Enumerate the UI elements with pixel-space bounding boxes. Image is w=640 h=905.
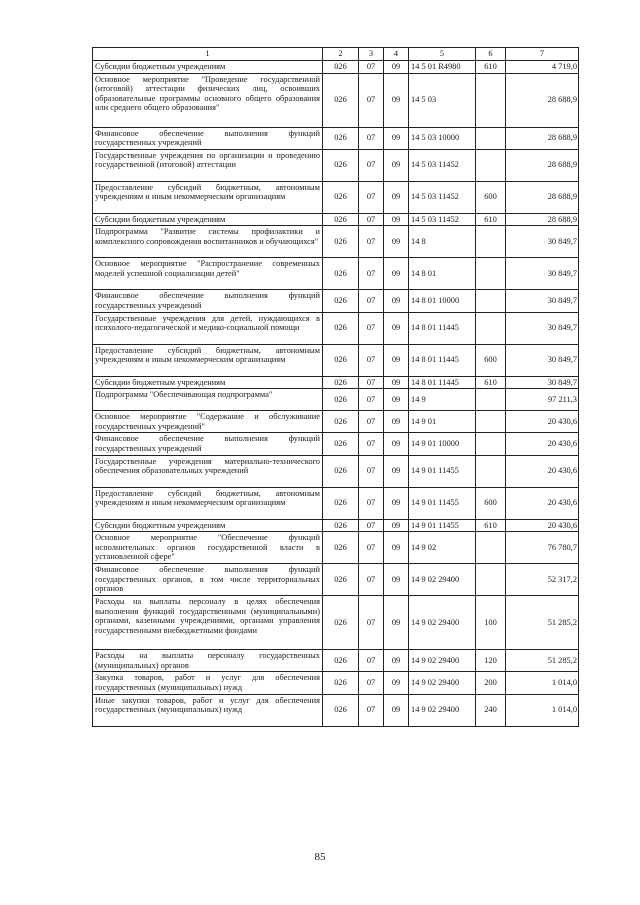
table-row <box>93 672 579 694</box>
cell-expense-type <box>476 411 506 433</box>
table-row <box>93 411 579 433</box>
cell-amount: 30 849,7 <box>506 312 579 344</box>
cell-section: 07 <box>359 596 384 650</box>
cell-name: Субсидии бюджетным учреждениям <box>93 213 323 226</box>
cell-amount: 51 285,2 <box>506 650 579 672</box>
cell-expense-type: 610 <box>476 213 506 226</box>
cell-section: 07 <box>359 694 384 726</box>
cell-expense-type: 610 <box>476 519 506 532</box>
cell-ministry-code: 026 <box>323 344 359 376</box>
cell-amount: 20 430,6 <box>506 411 579 433</box>
cell-name: Финансовое обеспечение выполнения функций государственных учреждений <box>93 433 323 455</box>
cell-amount: 1 014,0 <box>506 672 579 694</box>
cell-ministry-code: 026 <box>323 650 359 672</box>
cell-ministry-code: 026 <box>323 389 359 411</box>
cell-name: Основное мероприятие "Распространение современных моделей успешной социализации детей" <box>93 258 323 290</box>
column-number: 4 <box>384 48 409 61</box>
table-row <box>93 519 579 532</box>
table-row <box>93 344 579 376</box>
table-row <box>93 149 579 181</box>
table-row <box>93 389 579 411</box>
cell-target-article: 14 9 01 <box>409 411 476 433</box>
cell-ministry-code: 026 <box>323 258 359 290</box>
cell-target-article: 14 8 01 <box>409 258 476 290</box>
table-row <box>93 61 579 74</box>
cell-name: Иные закупки товаров, работ и услуг для обеспечения государственных (муниципальных) нужд <box>93 694 323 726</box>
cell-target-article: 14 9 02 29400 <box>409 672 476 694</box>
cell-expense-type <box>476 564 506 596</box>
table-row <box>93 376 579 389</box>
column-number: 3 <box>359 48 384 61</box>
cell-amount: 30 849,7 <box>506 290 579 312</box>
cell-name: Подпрограмма "Обеспечивающая подпрограмма" <box>93 389 323 411</box>
cell-target-article: 14 5 03 <box>409 73 476 127</box>
cell-expense-type <box>476 312 506 344</box>
cell-name: Государственные учреждения для детей, нуждающихся в психолого-педагогической и медико-социальной помощи <box>93 312 323 344</box>
cell-expense-type: 600 <box>476 181 506 213</box>
table-row <box>93 73 579 127</box>
cell-expense-type <box>476 127 506 149</box>
cell-section: 07 <box>359 312 384 344</box>
cell-expense-type <box>476 389 506 411</box>
cell-target-article: 14 9 02 <box>409 532 476 564</box>
cell-amount: 20 430,6 <box>506 433 579 455</box>
cell-section: 07 <box>359 61 384 74</box>
cell-section: 07 <box>359 564 384 596</box>
cell-target-article: 14 9 01 11455 <box>409 519 476 532</box>
cell-subsection: 09 <box>384 487 409 519</box>
cell-expense-type <box>476 433 506 455</box>
cell-name: Подпрограмма "Развитие системы профилактики и комплексного сопровождения воспитанников и обучающихся" <box>93 226 323 258</box>
cell-subsection: 09 <box>384 672 409 694</box>
table-body <box>93 61 579 727</box>
table-row <box>93 564 579 596</box>
cell-ministry-code: 026 <box>323 564 359 596</box>
cell-subsection: 09 <box>384 312 409 344</box>
cell-target-article: 14 5 03 11452 <box>409 213 476 226</box>
cell-expense-type <box>476 290 506 312</box>
cell-subsection: 09 <box>384 411 409 433</box>
cell-section: 07 <box>359 519 384 532</box>
cell-expense-type <box>476 532 506 564</box>
column-number: 1 <box>93 48 323 61</box>
cell-target-article: 14 9 <box>409 389 476 411</box>
table-row <box>93 487 579 519</box>
cell-ministry-code: 026 <box>323 433 359 455</box>
cell-name: Государственные учреждения материально-технического обеспечения образовательных учреждений <box>93 455 323 487</box>
cell-ministry-code: 026 <box>323 213 359 226</box>
cell-subsection: 09 <box>384 213 409 226</box>
table-header-row <box>93 48 579 61</box>
cell-subsection: 09 <box>384 149 409 181</box>
cell-ministry-code: 026 <box>323 290 359 312</box>
table-row <box>93 596 579 650</box>
cell-subsection: 09 <box>384 61 409 74</box>
cell-name: Финансовое обеспечение выполнения функций государственных учреждений <box>93 127 323 149</box>
cell-target-article: 14 9 01 11455 <box>409 487 476 519</box>
cell-subsection: 09 <box>384 344 409 376</box>
cell-target-article: 14 5 03 11452 <box>409 181 476 213</box>
budget-table <box>92 47 579 727</box>
table-row <box>93 290 579 312</box>
table-row <box>93 181 579 213</box>
cell-target-article: 14 9 02 29400 <box>409 564 476 596</box>
cell-amount: 28 688,9 <box>506 127 579 149</box>
cell-subsection: 09 <box>384 258 409 290</box>
table-row <box>93 226 579 258</box>
column-number: 7 <box>506 48 579 61</box>
cell-name: Расходы на выплаты персоналу государственных (муниципальных) органов <box>93 650 323 672</box>
table-row <box>93 650 579 672</box>
cell-amount: 76 780,7 <box>506 532 579 564</box>
cell-ministry-code: 026 <box>323 312 359 344</box>
cell-ministry-code: 026 <box>323 127 359 149</box>
cell-expense-type: 600 <box>476 487 506 519</box>
cell-section: 07 <box>359 487 384 519</box>
cell-target-article: 14 9 02 29400 <box>409 596 476 650</box>
cell-subsection: 09 <box>384 455 409 487</box>
cell-name: Расходы на выплаты персоналу в целях обеспечения выполнения функций государственными (муниципальными) органами, казенными учреждениями, органами управления государственными внебюджетными фондами <box>93 596 323 650</box>
cell-section: 07 <box>359 213 384 226</box>
cell-amount: 4 719,0 <box>506 61 579 74</box>
cell-amount: 28 688,9 <box>506 73 579 127</box>
cell-subsection: 09 <box>384 226 409 258</box>
cell-subsection: 09 <box>384 181 409 213</box>
cell-section: 07 <box>359 532 384 564</box>
cell-section: 07 <box>359 290 384 312</box>
cell-subsection: 09 <box>384 290 409 312</box>
cell-name: Предоставление субсидий бюджетным, автономным учреждениям и иным некоммерческим организациям <box>93 487 323 519</box>
cell-name: Финансовое обеспечение выполнения функций государственных учреждений <box>93 290 323 312</box>
cell-subsection: 09 <box>384 532 409 564</box>
cell-subsection: 09 <box>384 389 409 411</box>
cell-ministry-code: 026 <box>323 487 359 519</box>
cell-ministry-code: 026 <box>323 694 359 726</box>
cell-amount: 28 688,9 <box>506 181 579 213</box>
table-row <box>93 213 579 226</box>
cell-target-article: 14 9 01 10000 <box>409 433 476 455</box>
cell-ministry-code: 026 <box>323 455 359 487</box>
cell-name: Основное мероприятие "Содержание и обслуживание государственных учреждений" <box>93 411 323 433</box>
cell-ministry-code: 026 <box>323 672 359 694</box>
cell-section: 07 <box>359 73 384 127</box>
cell-amount: 20 430,6 <box>506 455 579 487</box>
cell-amount: 20 430,6 <box>506 519 579 532</box>
cell-target-article: 14 9 02 29400 <box>409 650 476 672</box>
cell-amount: 52 317,2 <box>506 564 579 596</box>
cell-expense-type: 200 <box>476 672 506 694</box>
cell-ministry-code: 026 <box>323 181 359 213</box>
page-number: 85 <box>314 851 326 863</box>
cell-ministry-code: 026 <box>323 226 359 258</box>
cell-section: 07 <box>359 344 384 376</box>
cell-subsection: 09 <box>384 519 409 532</box>
cell-ministry-code: 026 <box>323 411 359 433</box>
cell-amount: 30 849,7 <box>506 376 579 389</box>
cell-section: 07 <box>359 376 384 389</box>
cell-section: 07 <box>359 411 384 433</box>
cell-expense-type: 610 <box>476 61 506 74</box>
cell-subsection: 09 <box>384 596 409 650</box>
cell-section: 07 <box>359 181 384 213</box>
cell-section: 07 <box>359 258 384 290</box>
cell-name: Предоставление субсидий бюджетным, автономным учреждениям и иным некоммерческим организациям <box>93 181 323 213</box>
cell-amount: 28 688,9 <box>506 213 579 226</box>
cell-expense-type: 600 <box>476 344 506 376</box>
cell-subsection: 09 <box>384 650 409 672</box>
cell-subsection: 09 <box>384 694 409 726</box>
cell-ministry-code: 026 <box>323 596 359 650</box>
cell-target-article: 14 8 01 11445 <box>409 344 476 376</box>
cell-name: Основное мероприятие "Обеспечение функций исполнительных органов государственной власти в установленной сфере" <box>93 532 323 564</box>
cell-target-article: 14 9 02 29400 <box>409 694 476 726</box>
cell-target-article: 14 8 <box>409 226 476 258</box>
cell-ministry-code: 026 <box>323 519 359 532</box>
cell-ministry-code: 026 <box>323 73 359 127</box>
cell-name: Субсидии бюджетным учреждениям <box>93 376 323 389</box>
cell-expense-type <box>476 73 506 127</box>
cell-amount: 20 430,6 <box>506 487 579 519</box>
cell-name: Закупка товаров, работ и услуг для обеспечения государственных (муниципальных) нужд <box>93 672 323 694</box>
cell-ministry-code: 026 <box>323 61 359 74</box>
cell-section: 07 <box>359 389 384 411</box>
cell-expense-type: 610 <box>476 376 506 389</box>
cell-amount: 30 849,7 <box>506 258 579 290</box>
table-row <box>93 455 579 487</box>
table-row <box>93 694 579 726</box>
cell-amount: 30 849,7 <box>506 226 579 258</box>
cell-target-article: 14 9 01 11455 <box>409 455 476 487</box>
cell-ministry-code: 026 <box>323 532 359 564</box>
cell-subsection: 09 <box>384 564 409 596</box>
cell-section: 07 <box>359 650 384 672</box>
cell-section: 07 <box>359 455 384 487</box>
cell-expense-type <box>476 226 506 258</box>
cell-target-article: 14 5 03 11452 <box>409 149 476 181</box>
table-row <box>93 312 579 344</box>
cell-target-article: 14 5 03 10000 <box>409 127 476 149</box>
cell-target-article: 14 8 01 10000 <box>409 290 476 312</box>
cell-amount: 51 285,2 <box>506 596 579 650</box>
table-row <box>93 127 579 149</box>
cell-target-article: 14 5 01 R4980 <box>409 61 476 74</box>
cell-expense-type: 240 <box>476 694 506 726</box>
table-row <box>93 532 579 564</box>
cell-amount: 97 211,3 <box>506 389 579 411</box>
cell-section: 07 <box>359 672 384 694</box>
cell-expense-type: 100 <box>476 596 506 650</box>
cell-target-article: 14 8 01 11445 <box>409 376 476 389</box>
cell-name: Финансовое обеспечение выполнения функций государственных органов, в том числе территориальных органов <box>93 564 323 596</box>
cell-name: Субсидии бюджетным учреждениям <box>93 519 323 532</box>
column-number: 5 <box>409 48 476 61</box>
cell-name: Предоставление субсидий бюджетным, автономным учреждениям и иным некоммерческим организациям <box>93 344 323 376</box>
cell-section: 07 <box>359 149 384 181</box>
cell-name: Основное мероприятие "Проведение государственной (итоговой) аттестации физических лиц, освоивших образовательные программы основного общего образования или среднего общего образования" <box>93 73 323 127</box>
cell-ministry-code: 026 <box>323 149 359 181</box>
cell-section: 07 <box>359 226 384 258</box>
column-number: 6 <box>476 48 506 61</box>
cell-section: 07 <box>359 433 384 455</box>
cell-expense-type <box>476 455 506 487</box>
cell-amount: 28 688,9 <box>506 149 579 181</box>
cell-section: 07 <box>359 127 384 149</box>
cell-subsection: 09 <box>384 73 409 127</box>
cell-subsection: 09 <box>384 127 409 149</box>
cell-expense-type <box>476 149 506 181</box>
cell-name: Субсидии бюджетным учреждениям <box>93 61 323 74</box>
cell-amount: 30 849,7 <box>506 344 579 376</box>
table-row <box>93 433 579 455</box>
cell-subsection: 09 <box>384 433 409 455</box>
cell-ministry-code: 026 <box>323 376 359 389</box>
cell-target-article: 14 8 01 11445 <box>409 312 476 344</box>
cell-subsection: 09 <box>384 376 409 389</box>
cell-expense-type <box>476 258 506 290</box>
column-number: 2 <box>323 48 359 61</box>
cell-expense-type: 120 <box>476 650 506 672</box>
cell-name: Государственные учреждения по организации и проведению государственной (итоговой) аттестации <box>93 149 323 181</box>
cell-amount: 1 014,0 <box>506 694 579 726</box>
table-row <box>93 258 579 290</box>
